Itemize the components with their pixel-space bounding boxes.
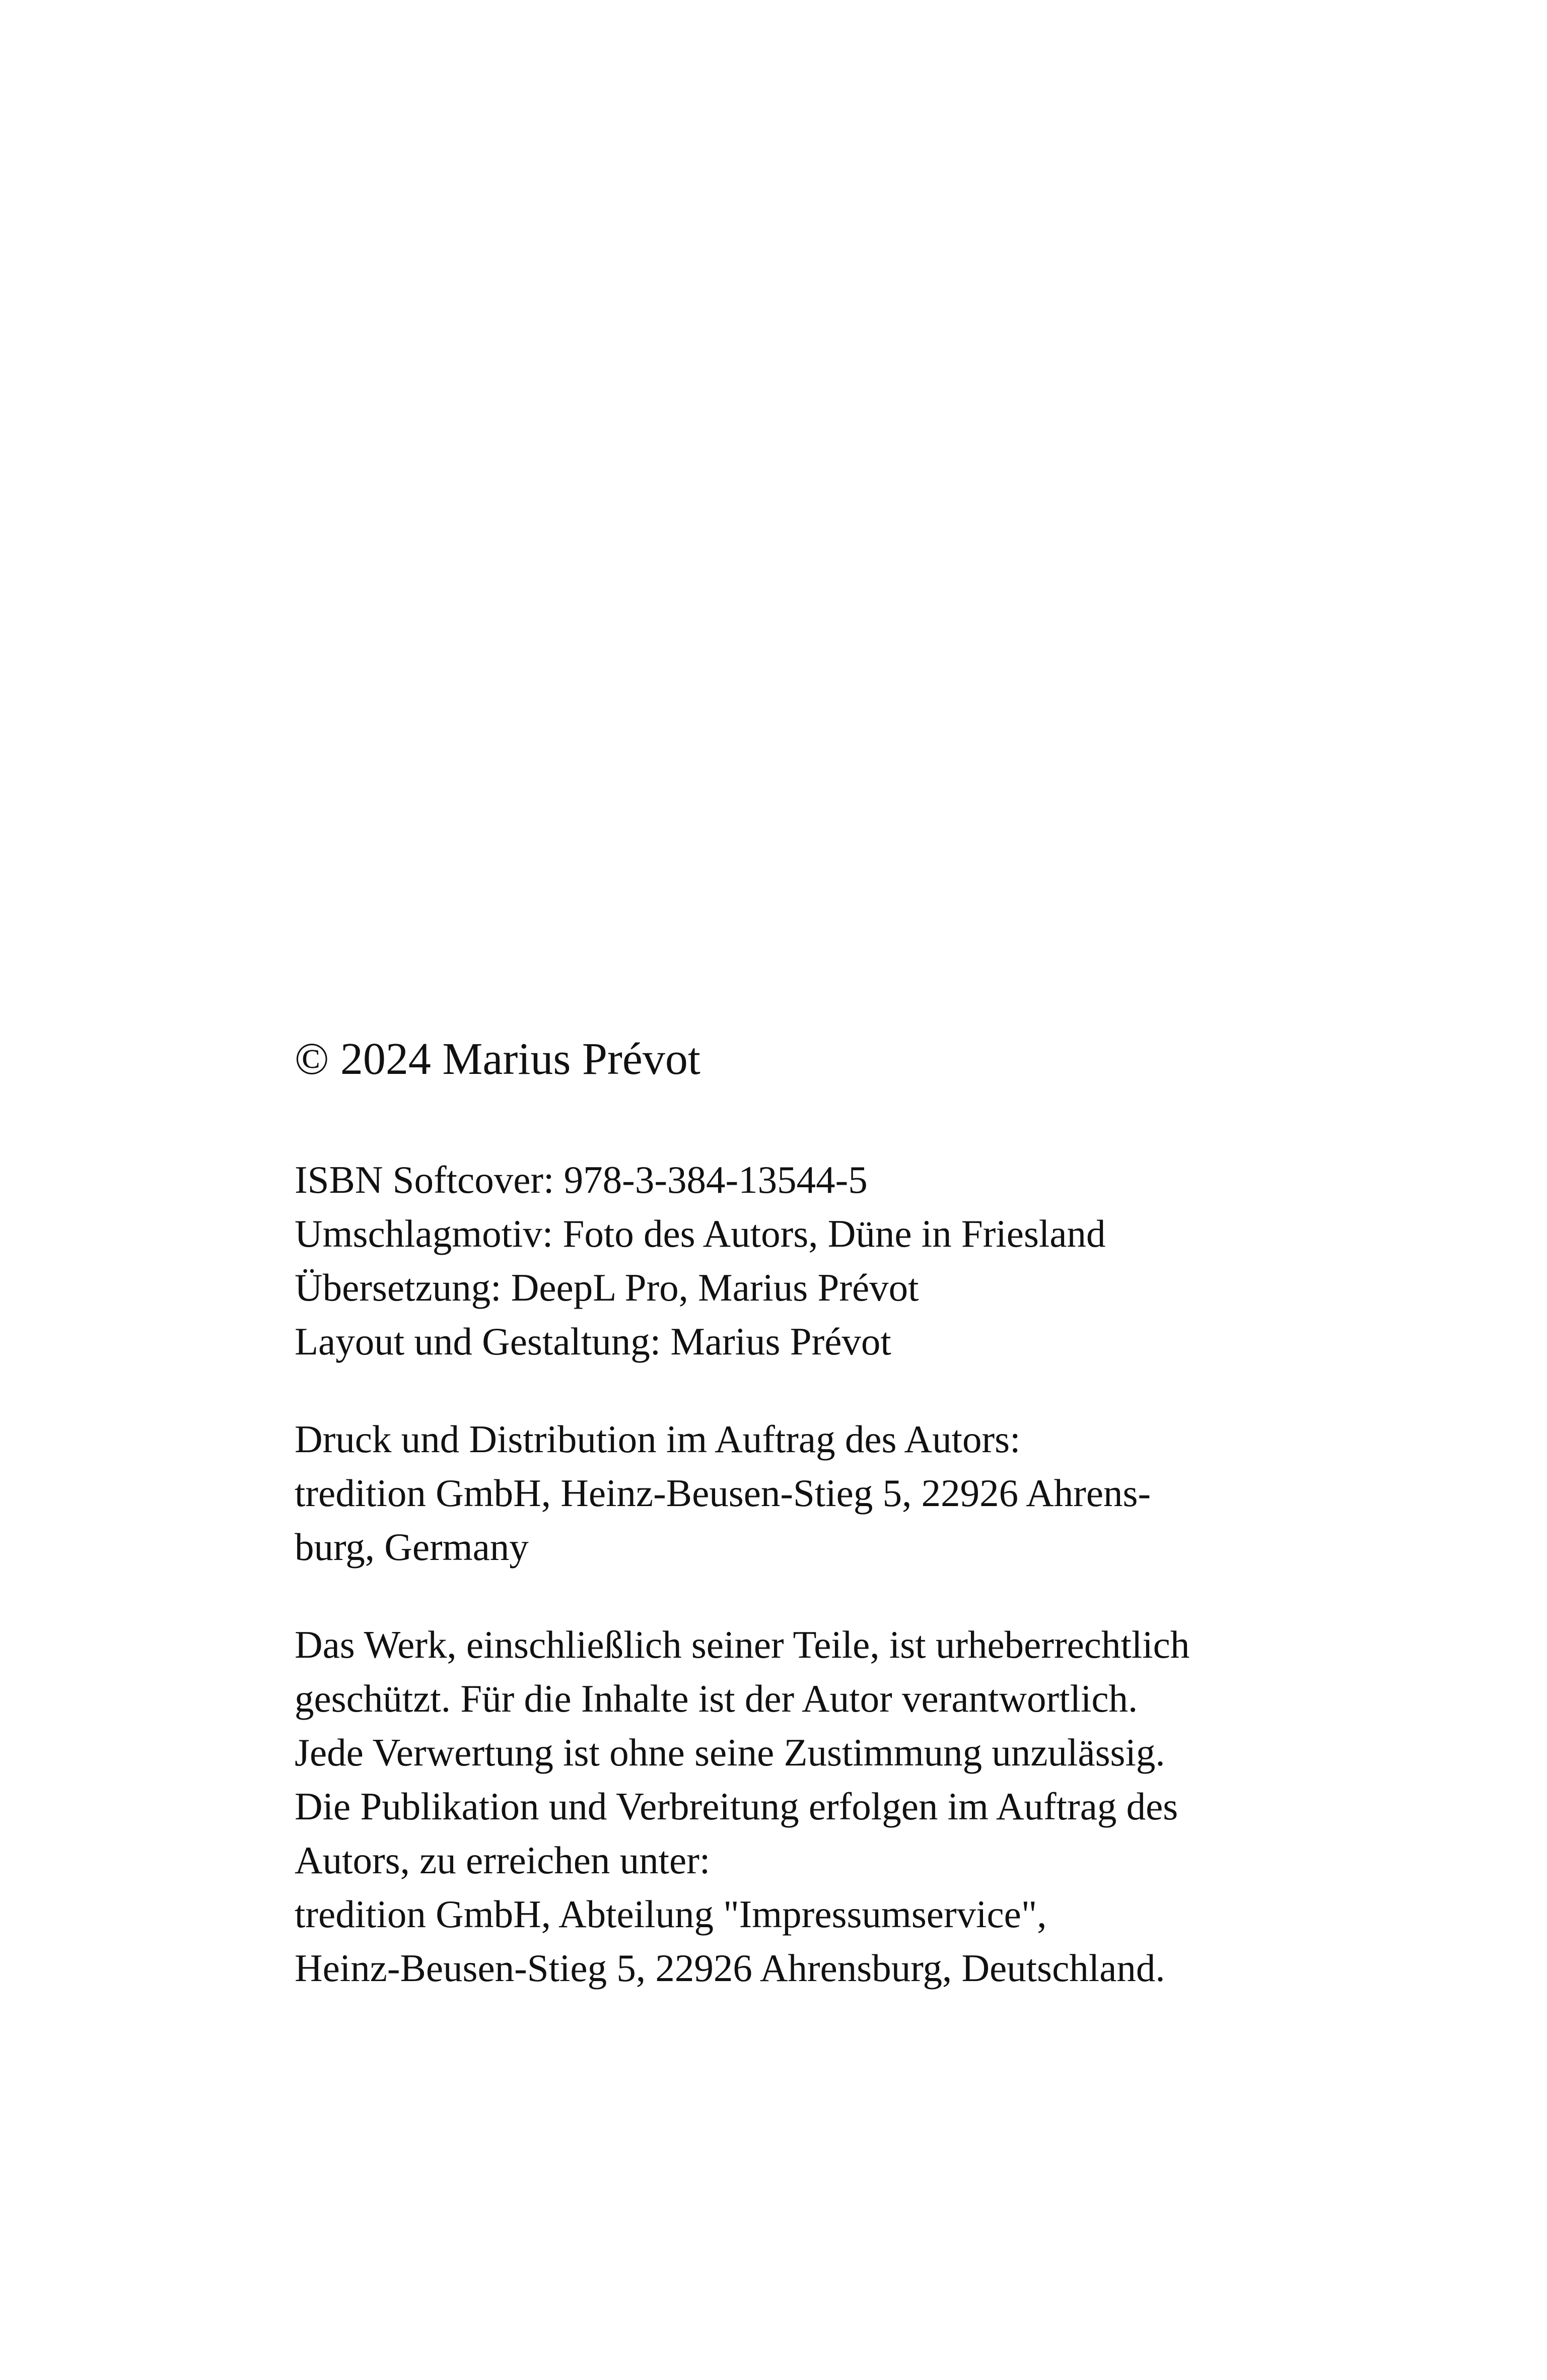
printing-line-2: tredition GmbH, Heinz-Beusen-Stieg 5, 22926 Ahrens- [295, 1471, 1151, 1515]
cover-motif-line: Umschlagmotiv: Foto des Autors, Düne in Friesland [295, 1212, 1106, 1255]
imprint-page [295, 1032, 1251, 2039]
legal-line-4: Die Publikation und Verbreitung erfolgen im Auftrag des [295, 1785, 1178, 1828]
legal-line-6: tredition GmbH, Abteilung "Impressumservice", [295, 1892, 1047, 1936]
translation-line: Übersetzung: DeepL Pro, Marius Prévot [295, 1266, 919, 1309]
legal-line-1: Das Werk, einschließlich seiner Teile, ist urheberrechtlich [295, 1623, 1190, 1666]
legal-line-2: geschützt. Für die Inhalte ist der Autor verantwortlich. [295, 1677, 1138, 1720]
printing-line-1: Druck und Distribution im Auftrag des Autors: [295, 1417, 1021, 1461]
publication-details [295, 1153, 1251, 1369]
copyright-notice: © 2024 Marius Prévot [295, 1034, 700, 1084]
legal-notice [295, 1618, 1251, 1995]
layout-line: Layout und Gestaltung: Marius Prévot [295, 1320, 891, 1363]
legal-line-3: Jede Verwertung ist ohne seine Zustimmung unzulässig. [295, 1731, 1165, 1774]
legal-line-7: Heinz-Beusen-Stieg 5, 22926 Ahrensburg, Deutschland. [295, 1946, 1165, 1990]
printing-distribution [295, 1412, 1251, 1574]
printing-line-3: burg, Germany [295, 1525, 529, 1569]
isbn-line: ISBN Softcover: 978-3-384-13544-5 [295, 1158, 868, 1201]
legal-line-5: Autors, zu erreichen unter: [295, 1839, 711, 1882]
